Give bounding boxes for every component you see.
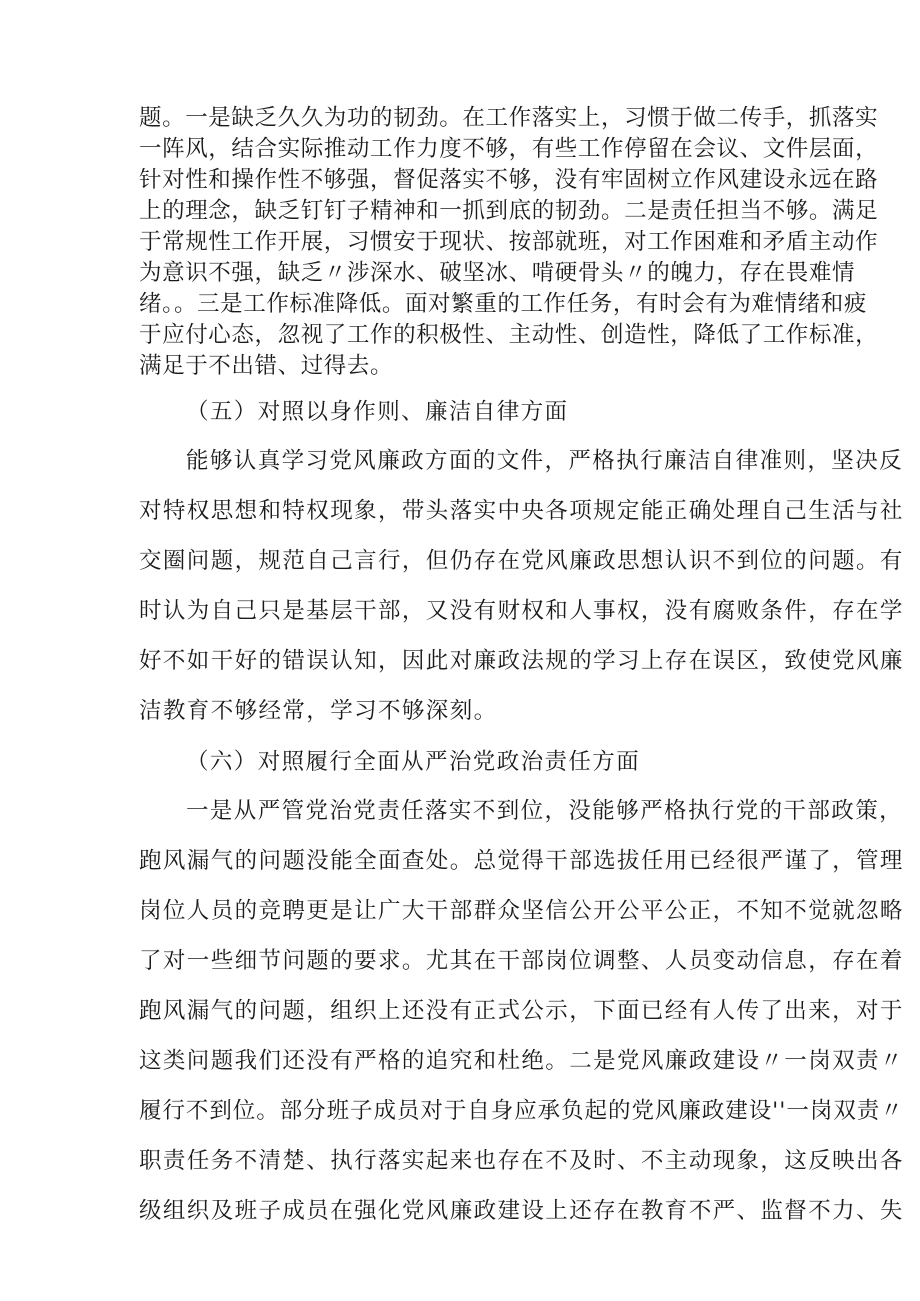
text-line: 对特权思想和特权现象，带头落实中央各项规定能正确处理自己生活与社: [139, 498, 904, 524]
text-line: 职责任务不清楚、执行落实起来也存在不及时、不主动现象，这反映出各: [139, 1148, 904, 1174]
text-line: 能够认真学习党风廉政方面的文件，严格执行廉洁自律准则，坚决反: [186, 448, 904, 474]
text-line: 针对性和操作性不够强，督促落实不够，没有牢固树立作风建设永远在路: [139, 167, 879, 193]
text-line: 跑风漏气的问题，组织上还没有正式公示，下面已经有人传了出来，对于: [139, 998, 904, 1024]
text-line: 绪。。三是工作标准降低。面对繁重的工作任务，有时会有为难情绪和疲: [139, 291, 867, 317]
text-line: 交圈问题，规范自己言行，但仍存在党风廉政思想认识不到位的问题。有: [139, 548, 904, 574]
text-line: 跑风漏气的问题没能全面查处。总觉得干部选拔任用已经很严谨了，管理: [139, 848, 904, 874]
section-heading-6: （六）对照履行全面从严治党政治责任方面: [186, 749, 641, 775]
text-line: 岗位人员的竞聘更是让广大干部群众坚信公开公平公正，不知不觉就忽略: [139, 898, 904, 924]
text-line: 这类问题我们还没有严格的追究和杜绝。二是党风廉政建设〃一岗双责〃: [139, 1048, 904, 1074]
text-line: 为意识不强，缺乏〃涉深水、破坚冰、啃硬骨头〃的魄力，存在畏难情: [139, 260, 856, 286]
text-line: 于应付心态，忽视了工作的积极性、主动性、创造性，降低了工作标准，: [139, 322, 879, 348]
text-line: 上的理念，缺乏钉钉子精神和一抓到底的韧劲。二是责任担当不够。满足: [139, 198, 879, 224]
section-heading-5: （五）对照以身作则、廉洁自律方面: [186, 399, 569, 425]
text-line: 满足于不出错、过得去。: [139, 353, 394, 379]
text-line: 时认为自己只是基层干部，又没有财权和人事权，没有腐败条件，存在学: [139, 598, 904, 624]
text-line: 一阵风，结合实际推动工作力度不够，有些工作停留在会议、文件层面，: [139, 136, 879, 162]
text-line: 了对一些细节问题的要求。尤其在干部岗位调整、人员变动信息，存在着: [139, 948, 904, 974]
text-line: 洁教育不够经常，学习不够深刻。: [139, 698, 498, 724]
text-line: 履行不到位。部分班子成员对于自身应承负起的党风廉政建设''一岗双责〃: [139, 1098, 904, 1124]
text-line: 级组织及班子成员在强化党风廉政建设上还存在教育不严、监督不力、失: [139, 1198, 904, 1224]
text-line: 好不如干好的错误认知，因此对廉政法规的学习上存在误区，致使党风廉: [139, 648, 904, 674]
text-line: 一是从严管党治党责任落实不到位，没能够严格执行党的干部政策，: [186, 798, 904, 824]
text-line: 题。一是缺乏久久为功的韧劲。在工作落实上，习惯于做二传手，抓落实: [139, 105, 879, 131]
text-line: 于常规性工作开展，习惯安于现状、按部就班，对工作困难和矛盾主动作: [139, 229, 879, 255]
